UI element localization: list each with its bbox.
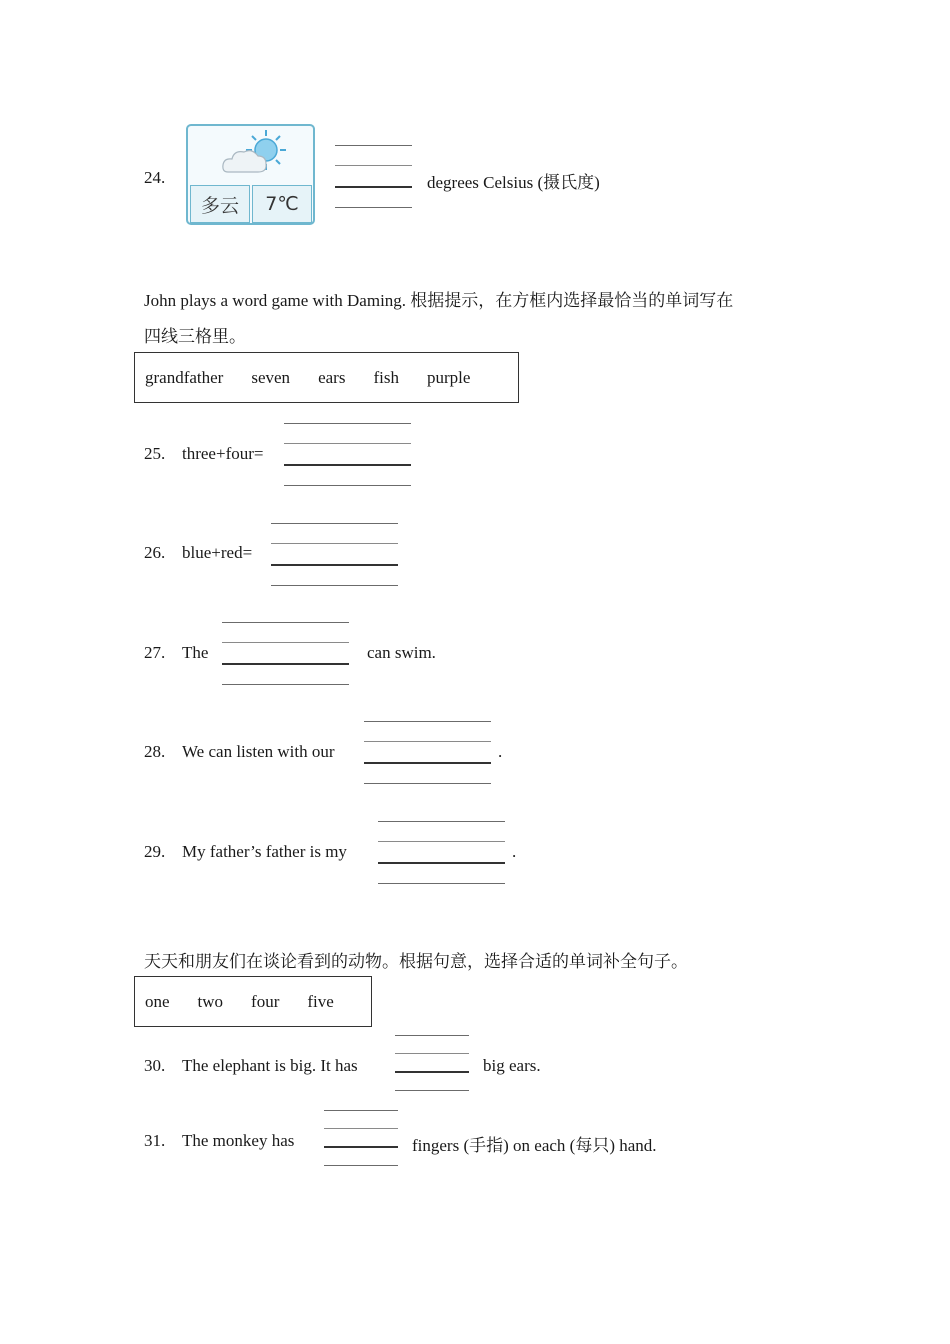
word-bank-item: seven <box>251 367 291 387</box>
q30-prompt: The elephant is big. It has <box>182 1056 358 1075</box>
q26-number: 26. <box>144 543 166 562</box>
section1-instruction-line1: John plays a word game with Daming. 根据提示，在方框内选择最恰当的单词写在 <box>144 291 734 310</box>
weather-card <box>186 124 315 225</box>
q24-number: 24. <box>144 168 166 187</box>
answer-lines-28[interactable] <box>364 721 491 785</box>
section1-instruction-line2: 四线三格里。 <box>144 327 246 346</box>
answer-lines-26[interactable] <box>271 523 398 587</box>
q25-number: 25. <box>144 444 166 463</box>
q31-prompt: The monkey has <box>182 1131 295 1150</box>
q28-number: 28. <box>144 742 166 761</box>
q25-prompt: three+four= <box>182 444 264 463</box>
section2-instruction: 天天和朋友们在谈论看到的动物。根据句意，选择合适的单词补全句子。 <box>144 952 688 971</box>
q29-number: 29. <box>144 842 166 861</box>
q31-suffix: fingers (手指) on each (每只) hand. <box>412 1136 657 1155</box>
weather-condition: 多云 <box>190 185 250 223</box>
word-bank-2 <box>134 976 372 1027</box>
answer-lines-31[interactable] <box>324 1110 398 1167</box>
word-bank-item: two <box>197 991 224 1011</box>
answer-lines-25[interactable] <box>284 423 411 487</box>
word-bank-item: five <box>307 991 334 1011</box>
answer-lines-27[interactable] <box>222 622 349 686</box>
q24-suffix: degrees Celsius (摄氏度) <box>427 173 600 192</box>
q29-prompt: My father’s father is my <box>182 842 347 861</box>
answer-lines-29[interactable] <box>378 821 505 885</box>
answer-lines-24[interactable] <box>335 145 412 209</box>
answer-lines-30[interactable] <box>395 1035 469 1092</box>
cloud-sun-icon <box>188 126 313 183</box>
word-bank-1 <box>134 352 519 403</box>
word-bank-item: four <box>251 991 280 1011</box>
word-bank-item: purple <box>426 367 471 387</box>
weather-temperature: 7℃ <box>252 185 312 223</box>
q28-suffix: . <box>498 742 503 761</box>
q29-suffix: . <box>512 842 517 861</box>
q27-prompt: The <box>182 643 209 662</box>
q31-number: 31. <box>144 1131 166 1150</box>
word-bank-item: fish <box>373 367 399 387</box>
word-bank-item: grandfather <box>145 367 224 387</box>
word-bank-item: one <box>145 991 170 1011</box>
word-bank-item: ears <box>318 367 346 387</box>
q30-suffix: big ears. <box>483 1056 541 1075</box>
q28-prompt: We can listen with our <box>182 742 335 761</box>
q26-prompt: blue+red= <box>182 543 253 562</box>
q30-number: 30. <box>144 1056 166 1075</box>
q27-suffix: can swim. <box>367 643 436 662</box>
q27-number: 27. <box>144 643 166 662</box>
